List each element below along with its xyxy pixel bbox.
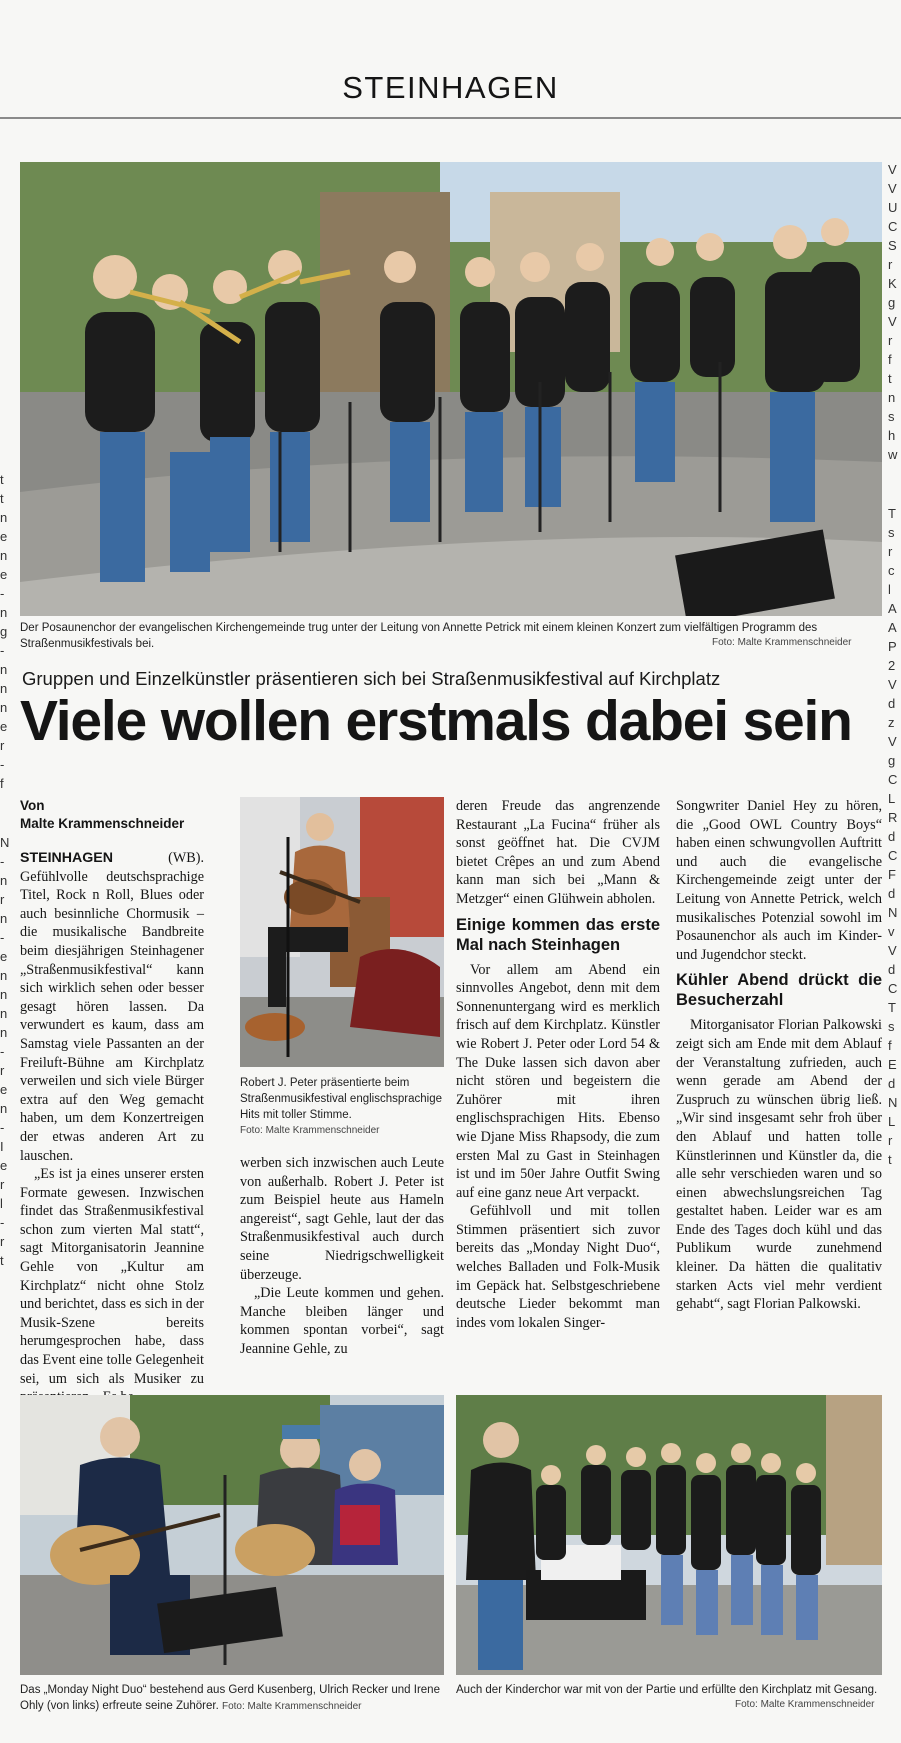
photo-robert-j-peter <box>240 797 444 1067</box>
right-edge-column <box>888 160 901 1720</box>
left-edge-column <box>0 470 10 1740</box>
edge-fragment: - <box>0 1215 5 1230</box>
mid-photo-credit: Foto: Malte Krammenschneider <box>240 1125 380 1136</box>
edge-fragment: s <box>888 1019 895 1034</box>
edge-fragment: r <box>888 544 893 559</box>
edge-fragment: d <box>888 962 896 977</box>
edge-fragment: r <box>888 1133 893 1148</box>
edge-fragment: T <box>888 506 896 521</box>
edge-fragment: v <box>888 924 895 939</box>
edge-fragment: R <box>888 810 898 825</box>
edge-fragment: n <box>0 987 8 1002</box>
edge-fragment: L <box>888 1114 896 1129</box>
edge-fragment: h <box>888 428 896 443</box>
edge-fragment: c <box>888 563 895 578</box>
edge-fragment: n <box>0 968 8 983</box>
edge-fragment: - <box>0 643 5 658</box>
column-4 <box>676 797 882 1314</box>
col3-paragraph-1: Vor allem am Abend ein sinnvolles Angebot, denn mit dem Sonnenuntergang wird es merklich frisch auf dem Kirchplatz. Künstler wie Robert J. Peter oder Lord 54 & The Duke lassen sich davon aber nicht stören und begeistern die Zuhörer mit ihren englischsprachigen Hits. Ebenso wie Djane Miss Rhapsody, die zum ersten Mal zu Gast in Steinhagen ist und im 50er Jahre Outfit Swing auf eine ganz neue Art verpackt. <box>456 961 660 1201</box>
edge-fragment: n <box>0 662 8 677</box>
col3-paragraph-0: deren Freude das angrenzende Restaurant „La Fucina“ früher als sonst geöffnet hat. Die CVJM bietet Crêpes an und zum Abend kann man sich bei „Mann & Metzger“ einen Glühwein abholen. <box>456 798 660 907</box>
edge-fragment: l <box>0 1196 3 1211</box>
edge-fragment: - <box>0 1044 5 1059</box>
edge-fragment: s <box>888 525 895 540</box>
edge-fragment: r <box>0 738 5 753</box>
edge-fragment: C <box>888 848 898 863</box>
bottom-right-credit: Foto: Malte Krammenschneider <box>735 1699 875 1710</box>
byline-prefix: Von <box>20 798 45 813</box>
col4-subhead: Kühler Abend drückt die Besucherzahl <box>676 971 882 1010</box>
col4-paragraph-0: Songwriter Daniel Hey zu hören, die „Good OWL Country Boys“ haben einen schwungvollen Auftritt und auch die evangelische Kirchengemeinde zeigt unter der Leitung von Annette Petrick, welch musikalisches Potenzial sowohl im Posaunenchor als auch im Kinder- und Jugendchor steckt. <box>676 798 882 963</box>
mid-photo-caption: Robert J. Peter präsentierte beim Straßenmusikfestival englischsprachige Hits mit toller Stimme. <box>240 1077 442 1121</box>
edge-fragment: - <box>0 586 5 601</box>
edge-fragment: V <box>888 677 897 692</box>
edge-fragment: f <box>888 352 892 367</box>
edge-fragment: C <box>888 981 898 996</box>
edge-fragment: e <box>0 949 8 964</box>
top-photo-caption: Der Posaunenchor der evangelischen Kirchengemeinde trug unter der Leitung von Annette Petrick mit einem kleinen Konzert zum vielfältigen Programm des Straßenmusikfestivals bei. <box>20 622 818 650</box>
bottom-left-credit: Foto: Malte Krammenschneider <box>221 1701 362 1712</box>
edge-fragment: N <box>0 835 10 850</box>
edge-fragment: z <box>888 715 895 730</box>
edge-fragment: s <box>888 409 895 424</box>
column-3 <box>456 797 660 1332</box>
edge-fragment: g <box>888 753 896 768</box>
col3-paragraph-2: Gefühlvoll und mit tollen Stimmen präsentiert sich zuvor bereits das „Monday Night Duo“, welches Balladen und Folk-Musik im Gepäck hat. Selbstgeschriebene deutsche Lieder bekommt man indes vom lokalen Singer- <box>456 1203 660 1331</box>
col1-paragraph-2: „Es ist ja eines unserer ersten Formate gewesen. Inzwischen findet das Straßenmusikfestival schon zum vierten Mal statt“, sagt Mitorganisatorin Jeannine Gehle von „Kultur am Kirchplatz“ nicht ohne Stolz und berichtet, dass es sich in der Musik-Szene bereits herumgesprochen habe, dass das Event eine tolle Gelegenheit sei, um sich als Musiker zu <box>20 1166 204 1387</box>
edge-fragment: n <box>888 390 896 405</box>
header-rule <box>0 117 901 119</box>
edge-fragment: N <box>888 905 898 920</box>
byline-author: Malte Krammenschneider <box>20 816 185 831</box>
bottom-right-caption <box>456 1682 882 1698</box>
edge-fragment: r <box>0 892 5 907</box>
bottom-left-caption-text: Das „Monday Night Duo“ bestehend aus Gerd Kusenberg, Ulrich Recker und Irene Ohly (von links) erfreute seine Zuhörer. <box>20 1684 440 1712</box>
edge-fragment: - <box>0 930 5 945</box>
col2-paragraph-1: werben sich inzwischen auch Leute von außerhalb. Robert J. Peter ist zum Beispiel heute aus Hameln angereist“, sagt Gehle, laut der das Straßenmusikfestival auch durch seine Niedrigschwelligkeit überzeuge. <box>240 1155 444 1283</box>
edge-fragment: U <box>888 200 898 215</box>
edge-fragment: - <box>0 854 5 869</box>
col4-paragraph-1: Mitorganisator Florian Palkowski zeigt sich am Ende mit dem Ablauf der Veranstaltung zufrieden, auch wenn gerade am Abend der Zuspruch zu wünschen übrig ließ. „Wir sind insgesamt sehr froh über den Ablauf und hatten tolle Künstlerinnen und Künstler da, die alle sehr verschieden waren und so einen abwechslungsreichen Tag gestaltet haben. Leider war es am Ende des Tages doch kühl und das Publikum wurde zunehmend kleiner. Da hätten die qualitativ starken Acts viel mehr verdient gehabt“, sagt Florian Palkowski. <box>676 1017 882 1313</box>
edge-fragment: n <box>0 873 8 888</box>
dateline: STEINHAGEN <box>20 850 114 866</box>
edge-fragment: r <box>0 1234 5 1249</box>
edge-fragment: e <box>0 1082 8 1097</box>
edge-fragment: t <box>0 472 4 487</box>
photo-kinderchor <box>456 1395 882 1675</box>
edge-fragment: E <box>888 1057 897 1072</box>
edge-fragment: d <box>888 696 896 711</box>
top-photo-credit: Foto: Malte Krammenschneider <box>712 637 852 648</box>
photo-monday-night-duo <box>20 1395 444 1675</box>
edge-fragment: r <box>0 1063 5 1078</box>
edge-fragment: n <box>0 605 8 620</box>
column-1 <box>20 797 204 1407</box>
edge-fragment: n <box>0 548 8 563</box>
edge-fragment: n <box>0 510 8 525</box>
edge-fragment: e <box>0 567 8 582</box>
edge-fragment: V <box>888 162 897 177</box>
edge-fragment: r <box>888 333 893 348</box>
edge-fragment: r <box>888 257 893 272</box>
edge-fragment: w <box>888 447 898 462</box>
section-title: STEINHAGEN <box>342 70 559 105</box>
edge-fragment: - <box>0 1120 5 1135</box>
edge-fragment: P <box>888 639 897 654</box>
edge-fragment: e <box>0 719 8 734</box>
edge-fragment: n <box>0 1101 8 1116</box>
bottom-right-caption-text: Auch der Kinderchor war mit von der Partie und erfüllte den Kirchplatz mit Gesang. <box>456 1684 878 1696</box>
edge-fragment: V <box>888 181 897 196</box>
edge-fragment: T <box>888 1000 896 1015</box>
edge-fragment: e <box>0 529 8 544</box>
edge-fragment: n <box>0 1025 8 1040</box>
col1-paragraph-1: (WB). Gefühlvolle deutschsprachige Titel, Rock n Roll, Blues oder auch besinnliche Chormusik – die musikalische Bandbreite beim diesjährigen Steinhagener „Straßenmusikfestival“ kann sich wirklich sehen oder besser gesagt hören lassen. Da verwundert es kaum, dass am Samstag viele Passanten an der Freiluft-Bühne am Kirchplatz verweilen und sich viele Bürger extra auf den Weg gemacht haben, um dem Konzertreigen der etwas anderen Art zu lauschen. <box>20 850 204 1164</box>
edge-fragment: g <box>888 295 896 310</box>
top-photo-brass-choir <box>20 162 882 616</box>
edge-fragment: I <box>0 1139 4 1154</box>
column-2 <box>240 1154 444 1359</box>
edge-fragment: V <box>888 943 897 958</box>
edge-fragment: n <box>0 681 8 696</box>
edge-fragment: f <box>888 1038 892 1053</box>
edge-fragment: A <box>888 620 897 635</box>
edge-fragment: t <box>0 1253 4 1268</box>
edge-fragment: L <box>888 791 896 806</box>
edge-fragment: f <box>0 776 4 791</box>
edge-fragment: t <box>0 491 4 506</box>
col2-paragraph-2: „Die Leute kommen und gehen. Manche bleiben länger und kommen spontan vorbei“, sagt Jeannine Gehle, zu <box>240 1285 444 1357</box>
edge-fragment: d <box>888 886 896 901</box>
edge-fragment: K <box>888 276 897 291</box>
edge-fragment: C <box>888 772 898 787</box>
edge-fragment: 2 <box>888 658 896 673</box>
edge-fragment: e <box>0 1158 8 1173</box>
edge-fragment: r <box>0 1177 5 1192</box>
edge-fragment: g <box>0 624 8 639</box>
edge-fragment: t <box>888 1152 892 1167</box>
edge-fragment: d <box>888 1076 896 1091</box>
bottom-left-caption <box>20 1682 444 1715</box>
edge-fragment: S <box>888 238 897 253</box>
edge-fragment: n <box>0 911 8 926</box>
edge-fragment: n <box>0 1006 8 1021</box>
edge-fragment: C <box>888 219 898 234</box>
kicker: Gruppen und Einzelkünstler präsentieren sich bei Straßenmusikfestival auf Kirchplatz <box>22 668 721 689</box>
edge-fragment: A <box>888 601 897 616</box>
edge-fragment: t <box>888 371 892 386</box>
col3-subhead: Einige kommen das erste Mal nach Steinhagen <box>456 915 660 954</box>
edge-fragment: V <box>888 314 897 329</box>
edge-fragment: l <box>888 582 891 597</box>
edge-fragment: V <box>888 734 897 749</box>
edge-fragment: n <box>0 700 8 715</box>
edge-fragment: N <box>888 1095 898 1110</box>
headline: Viele wollen erstmals dabei sein <box>20 689 852 753</box>
edge-fragment: d <box>888 829 896 844</box>
edge-fragment: F <box>888 867 896 882</box>
edge-fragment: - <box>0 757 5 772</box>
